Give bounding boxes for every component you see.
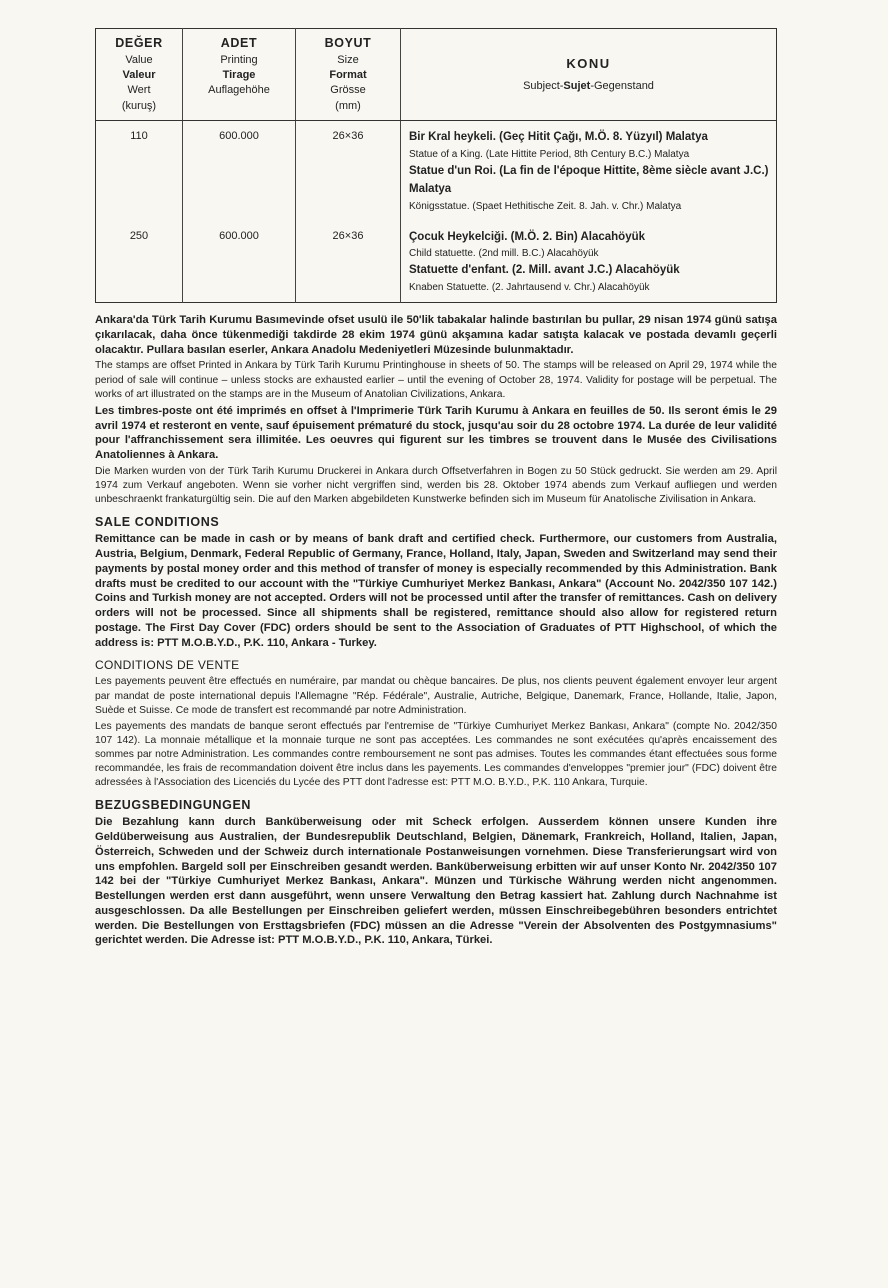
- subject-en: Statue of a King. (Late Hittite Period, 8th Century B.C.) Malatya: [409, 148, 690, 160]
- header-printing-de: Auflagehöhe: [208, 84, 270, 97]
- intro-german: Die Marken wurden von der Türk Tarih Kurumu Druckerei in Ankara durch Offsetverfahren in Bogen zu 50 Stück gedruckt. Sie werden am 29. April 1974 zum Verkauf angeboten. Wenn sie vorher nicht vergriffen sind, werden bis 28. Oktober 1974 abends zum Verkauf aufliegen und werden unbeschraenkt frankaturgültig sein. Die auf den Marken abgebildeten Kunstwerke befinden sich im Museum für Anatolische Zivilisation in Ankara.: [95, 465, 777, 506]
- header-subject-tr: KONU: [566, 55, 611, 71]
- subject-tr: Bir Kral heykeli. (Geç Hitit Çağı, M.Ö. 8. Yüzyıl) Malatya: [409, 131, 708, 144]
- header-value-fr: Valeur: [122, 68, 156, 81]
- header-printing-fr: Tirage: [222, 68, 256, 81]
- bezugsbedingungen-heading: BEZUGSBEDINGUNGEN: [95, 798, 252, 813]
- sale-conditions-heading: SALE CONDITIONS: [95, 515, 220, 530]
- row-size: 26×36: [296, 221, 401, 303]
- table-row: [96, 221, 777, 303]
- document-page: [95, 28, 777, 950]
- bezugsbedingungen-text: Die Bezahlung kann durch Banküberweisung oder mit Scheck erfolgen. Ausserdem können unsere Kunden ihre Geldüberweisung aus Australien, der Bundesrepublik Deutschland, Belgien, Dänemark, Frankreich, Holland, Italien, Japan, Österreich, Schweden und der Schweiz durch internationale Postanweisungen vornehmen. Diese Transferierungsart wird von uns empfohlen. Bargeld soll per Einschreiben gesandt werden. Banküberweisung erbitten wir auf unser Konto Nr. 2042/350 107 142 bei der "Türkiye Cumhuriyet Merkez Bankası, Ankara". Münzen und Türkische Währung werden nicht angenommen. Bestellungen werden erst dann ausgeführt, wenn unsere Verwaltung den Betrag kassiert hat. Zahlung durch Nachnahme ist ausgeschlossen. Da alle Bestellungen per Einschreiben geliefert werden, müssen Einschreibegebühren besonders entrichtet werden. Die Bestellungen von Ersttagsbriefen (FDC) müssen an die Adresse "Verein der Absolventen des Postgymnasiums" gerichtet werden. Die Adresse ist: PTT M.O.B.Y.D., P.K. 110, Ankara, Türkei.: [95, 816, 777, 947]
- intro-section: [95, 313, 777, 507]
- subject-de: Königsstatue. (Spaet Hethitische Zeit. 8. Jah. v. Chr.) Malatya: [409, 200, 682, 212]
- header-printing-en: Printing: [220, 53, 258, 66]
- table-row: [96, 121, 777, 221]
- subject-en: Child statuette. (2nd mill. B.C.) Alacahöyük: [409, 248, 599, 260]
- sale-conditions-text: Remittance can be made in cash or by means of bank draft and certified check. Furthermore, our customers from Australia, Austria, Belgium, Denmark, Federal Republic of Germany, France, Holland, Italy, Japan, Sweden and Switzerland may send their payments by postal money order and this method of transfer of money is especially recommended by this Administration. Bank drafts must be credited to our account with the "Türkiye Cumhuriyet Merkez Bankası, Ankara" (Account No. 2042/350 107 142.) Coins and Turkish money are not accepted. Orders will not be processed until after the transfer of remittances. Cash on delivery orders will not be processed. Since all shipments shall be registered, remittance should also allow for registered return postage. The First Day Cover (FDC) orders should be sent to the Association of Graduates of PTT Highschool, of which the address is: PTT M.O.B.Y.D., P.K. 110, Ankara - Turkey.: [95, 533, 777, 649]
- subject-de: Knaben Statuette. (2. Jahrtausend v. Chr.) Alacahöyük: [409, 282, 650, 294]
- row-subject: [401, 221, 777, 303]
- row-size: 26×36: [296, 121, 401, 221]
- subject-fr: Statue d'un Roi. (La fin de l'époque Hittite, 8ème siècle avant J.C.) Malatya: [409, 164, 769, 195]
- header-value-tr: DEĞER: [115, 36, 163, 50]
- header-size: [296, 29, 401, 121]
- subject-fr: Statuette d'enfant. (2. Mill. avant J.C.) Alacahöyük: [409, 264, 680, 277]
- header-printing: [183, 29, 296, 121]
- header-size-en: Size: [337, 53, 359, 66]
- row-printing: 600.000: [183, 221, 296, 303]
- row-value: 250: [96, 221, 183, 303]
- header-value-de: Wert: [127, 84, 151, 97]
- conditions-de-vente-p2: Les payements des mandats de banque seront effectués par l'entremise de "Türkiye Cumhuriyet Merkez Bankası, Ankara" (compte No. 2042/350 107 142). La monnaie métallique et la monnaie turque ne sont pas acceptées. Les commandes ne sont exécutées qu'après encaissement des sommes par notre Administration. Les commandes contre remboursement ne sont pas admises. Toutes les commandes étant effectuées sous forme recommandée, les frais de recommandation doivent être inclus dans les payements. Les commandes d'enveloppes "premier jour" (FDC) doivent être adressées à l'Association des Licenciés du Lycée des PTT dont l'adresse est: PTT M.O. B.Y.D., P.K. 110 Ankara, Turquie.: [95, 720, 777, 789]
- row-subject: [401, 121, 777, 221]
- conditions-de-vente-heading: CONDITIONS DE VENTE: [95, 658, 240, 673]
- header-size-fr: Format: [329, 68, 367, 81]
- row-printing: 600.000: [183, 121, 296, 221]
- row-value: 110: [96, 121, 183, 221]
- header-subject-de: -Gegenstand: [590, 79, 654, 92]
- header-subject: [401, 29, 777, 121]
- conditions-de-vente-p1: Les payements peuvent être effectués en numéraire, par mandat ou chèque bancaires. De plus, nos clients peuvent également envoyer leur argent par mandat de poste international depuis l'Allemagne "Rép. Fédérale", Australie, Autriche, Belgique, Danemark, France, Hollande, Italie, Japon, Suède et Suisse. Ce mode de transfert est recommandé par notre Administration.: [95, 676, 777, 716]
- header-size-unit: (mm): [335, 99, 361, 112]
- intro-turkish: Ankara'da Türk Tarih Kurumu Basımevinde ofset usulü ile 50'lik tabakalar halinde bastırılan bu pullar, 29 nisan 1974 günü satışa çıkarılacak, daha önce tükenmediği takdirde 28 ekim 1974 günü akşamına kadar satışta kalacak ve postada devamlı geçerli olacaktır. Pullara basılan eserler, Ankara Anadolu Medeniyetleri Müzesinde bulunmaktadır.: [95, 314, 777, 356]
- header-subject-fr: Sujet: [563, 79, 591, 92]
- header-value-unit: (kuruş): [121, 99, 157, 112]
- header-value: [96, 29, 183, 121]
- subject-tr: Çocuk Heykelciği. (M.Ö. 2. Bin) Alacahöyük: [409, 230, 646, 243]
- header-size-de: Grösse: [330, 84, 366, 97]
- header-subject-en: Subject-: [523, 79, 564, 92]
- header-value-en: Value: [125, 53, 153, 66]
- intro-english: The stamps are offset Printed in Ankara by Türk Tarih Kurumu Printinghouse in sheets of 50. The stamps will be released on April 29, 1974 while the period of sale will continue – unless stocks are exhausted earlier – until the evening of October 28, 1974. Validity for postage will be perpetual. The works of art illustrated on the stamps are in the Museum of Anatolian Civilizations, Ankara.: [95, 360, 777, 400]
- stamp-table: [95, 28, 777, 303]
- intro-french: Les timbres-poste ont été imprimés en offset à l'Imprimerie Türk Tarih Kurumu à Ankara en feuilles de 50. Ils seront émis le 29 avril 1974 et resteront en vente, sauf épuisement prématuré du stock, jusqu'au soir du 28 octobre 1974. La durée de leur validité pour l'affranchissement sera illimitée. Les oeuvres qui figurent sur les timbres se trouvent dans le Musée des Civilisations Anatoliennes à Ankara.: [95, 404, 777, 462]
- header-printing-tr: ADET: [220, 36, 258, 50]
- header-size-tr: BOYUT: [324, 36, 372, 50]
- table-header-row: [96, 29, 777, 121]
